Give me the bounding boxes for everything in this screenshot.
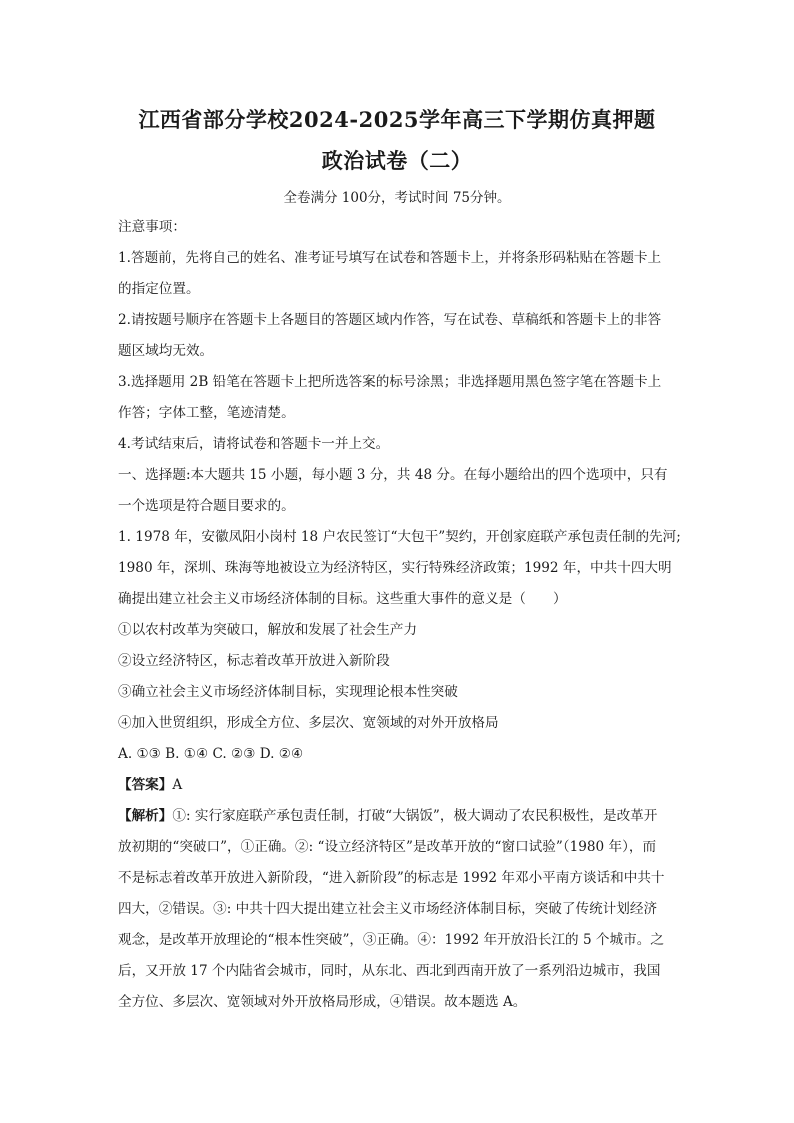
notice-line: 题区域均无效。 [118,343,214,359]
notice-line: 作答；字体工整，笔迹清楚。 [118,405,295,421]
section-heading: 一个选项是符合题目要求的。 [118,498,295,514]
question-stem: 1980 年，深圳、珠海等地被设立为经济特区，实行特殊经济政策；1992 年，中共十四大明 [118,560,672,576]
exam-info: 全卷满分 100分，考试时间 75分钟。 [283,190,511,206]
answer-label: 【答案】 [118,777,173,793]
notice-heading: 注意事项： [118,219,186,235]
question-statement: ④加入世贸组织，形成全方位、多层次、宽领域的对外开放格局 [118,715,499,731]
analysis-line: 不是标志着改革开放进入新阶段，“进入新阶段”的标志是 1992 年邓小平南方谈话和中共十 [118,870,665,886]
analysis-line [118,807,657,825]
notice-line: 2.请按题号顺序在答题卡上各题目的答题区域内作答，写在试卷、草稿纸和答题卡上的非答 [118,312,662,328]
analysis-line: 全方位、多层次、宽领域对外开放格局形成，④错误。故本题选 A。 [118,994,527,1010]
exam-title: 江西省部分学校2024-2025学年高三下学期仿真押题 [138,107,656,132]
analysis-text: ①: 实行家庭联产承包责任制，打破“大锅饭”，极大调动了农民积极性，是改革开 [172,808,658,824]
analysis-line: 观念，是改革开放理论的“根本性突破”，③正确。④：1992 年开放沿长江的 5 个城市。之 [118,932,664,948]
question-statement: ②设立经济特区，标志着改革开放进入新阶段 [118,653,390,669]
question-statement: ①以农村改革为突破口，解放和发展了社会生产力 [118,622,418,638]
analysis-line: 四大，②错误。③: 中共十四大提出建立社会主义市场经济体制目标，突破了传统计划经济 [118,901,658,917]
answer-line [118,776,182,794]
question-stem: 确提出建立社会主义市场经济体制的目标。这些重大事件的意义是（ ） [118,591,567,607]
analysis-line: 后，又开放 17 个内陆省会城市，同时，从东北、西北到西南开放了一系列沿边城市，我国 [118,963,661,979]
analysis-line: 放初期的“突破口”，①正确。②: “设立经济特区”是改革开放的“窗口试验”（1980 年），而 [118,839,657,855]
exam-subject-title: 政治试卷（二） [321,148,473,173]
question-options: A. ①③ B. ①④ C. ②③ D. ②④ [118,746,304,762]
answer-value: A [172,777,183,793]
notice-line: 4.考试结束后，请将试卷和答题卡一并上交。 [118,436,390,452]
notice-line: 的指定位置。 [118,281,200,297]
analysis-label: 【解析】 [118,808,173,824]
notice-line: 3.选择题用 2B 铅笔在答题卡上把所选答案的标号涂黑；非选择题用黑色签字笔在答题卡上 [118,374,662,390]
section-heading: 一、选择题:本大题共 15 小题，每小题 3 分，共 48 分。在每小题给出的四个选项中，只有 [118,467,668,483]
question-statement: ③确立社会主义市场经济体制目标，实现理论根本性突破 [118,684,458,700]
notice-line: 1.答题前，先将自己的姓名、准考证号填写在试卷和答题卡上，并将条形码粘贴在答题卡上 [118,250,662,266]
question-stem: 1. 1978 年，安徽凤阳小岗村 18 户农民签订“大包干”契约，开创家庭联产承包责任制的先河; [118,529,681,545]
